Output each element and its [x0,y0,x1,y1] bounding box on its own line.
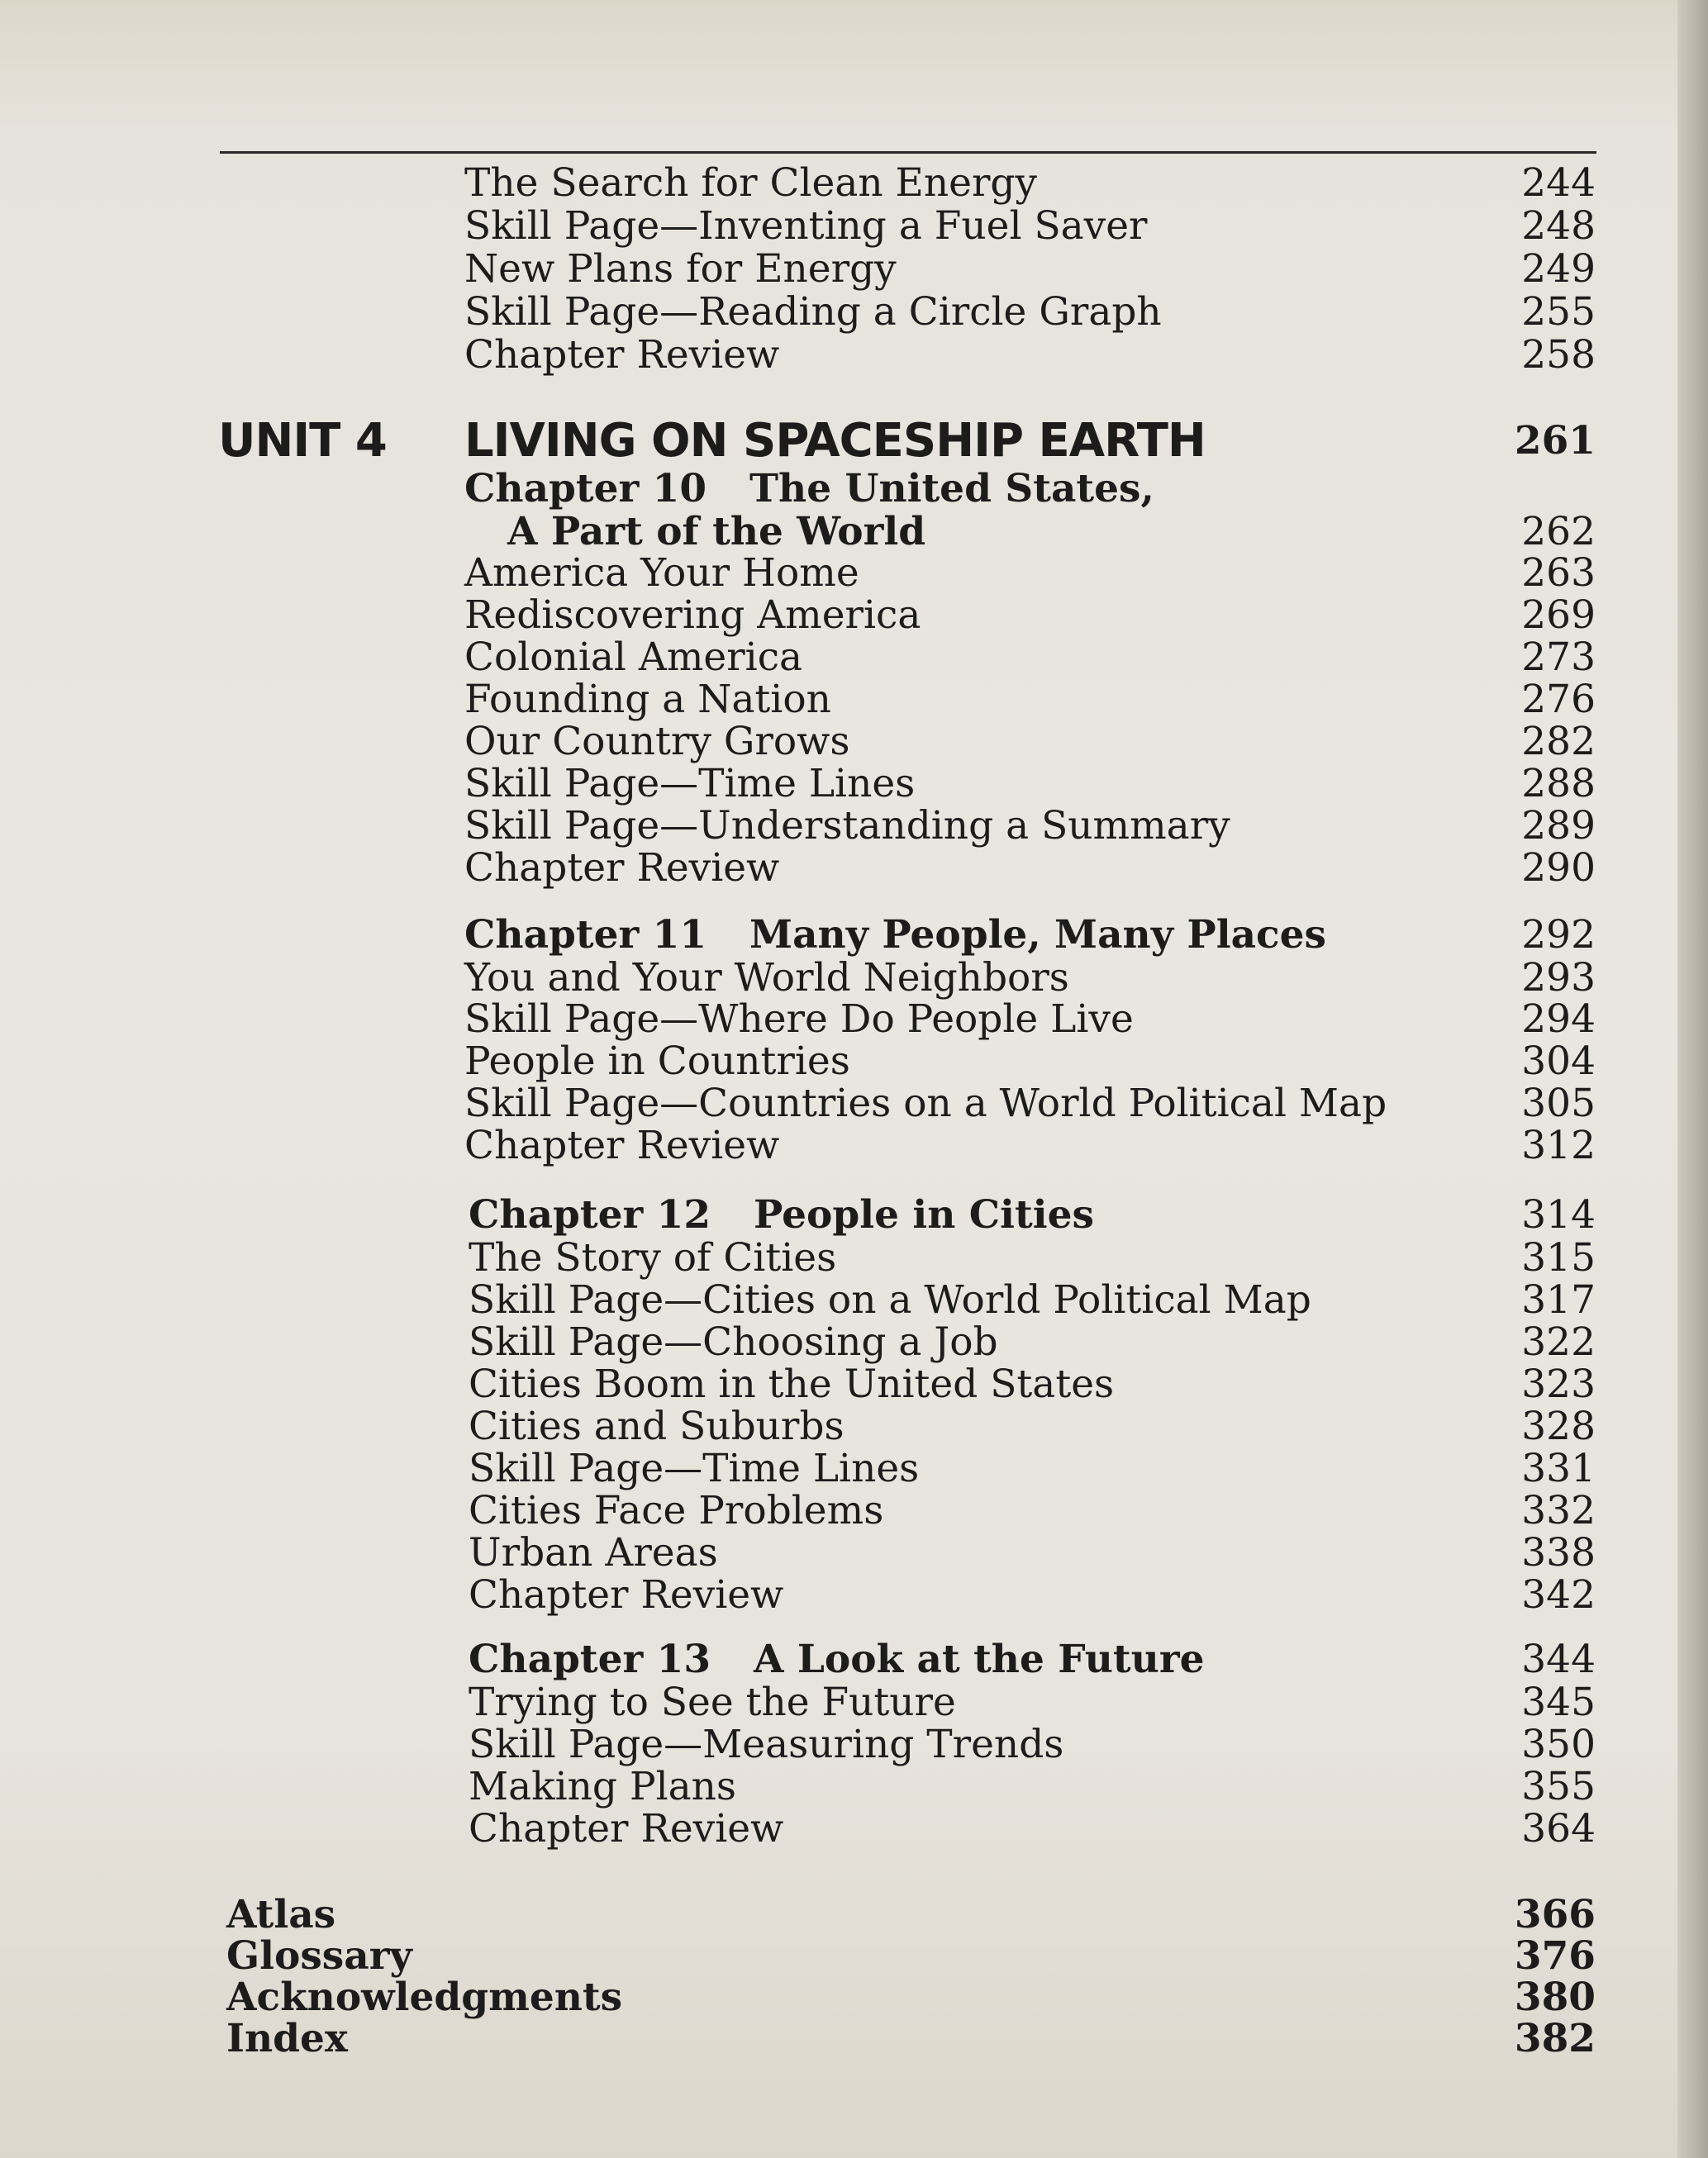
entry-page: 248 [1521,203,1596,249]
toc-entry [0,998,1677,1041]
toc-entry [0,1447,1677,1490]
toc-entry [0,1040,1677,1083]
entry-page: 382 [1514,2016,1596,2061]
toc-entry [0,291,1677,334]
entry-page: 304 [1521,1039,1596,1084]
entry-title: Cities and Suburbs [469,1404,844,1449]
entry-page: 317 [1521,1277,1596,1323]
chapter-page: 344 [1521,1637,1596,1682]
toc-entry [0,1237,1677,1280]
back-matter-entry [0,1935,1677,1978]
entry-page: 276 [1521,677,1596,722]
toc-entry [0,1808,1677,1851]
back-matter-entry [0,1894,1677,1937]
toc-entry [0,594,1677,637]
entry-page: 355 [1521,1764,1596,1809]
entry-page: 322 [1521,1319,1596,1365]
toc-entry [0,205,1677,248]
back-matter-entry [0,2018,1677,2061]
chapter-number: Chapter 11 [464,912,707,958]
entry-page: 376 [1514,1933,1596,1979]
entry-page: 244 [1521,160,1596,206]
toc-entry [0,1405,1677,1448]
toc-entry [0,636,1677,679]
toc-entry [0,552,1677,595]
toc-entry [0,1490,1677,1533]
toc-entry [0,763,1677,806]
chapter-title-line2: A Part of the World [507,509,926,554]
entry-title: Making Plans [469,1764,737,1809]
page-edge [1677,0,1708,2158]
toc-entry [0,1681,1677,1724]
entry-page: 290 [1521,845,1596,891]
entry-title: Trying to See the Future [469,1680,956,1725]
entry-title: Chapter Review [464,1123,780,1168]
chapter-heading [0,1638,1677,1681]
top-rule [220,151,1596,154]
toc-entry [0,248,1677,291]
chapter-heading [0,1194,1677,1237]
toc-entry [0,1124,1677,1167]
entry-title: The Search for Clean Energy [464,160,1038,206]
entry-page: 364 [1521,1806,1596,1851]
chapter-title: The United States, [749,466,1154,511]
entry-title: America Your Home [464,550,859,596]
entry-title: Skill Page—Inventing a Fuel Saver [464,203,1148,249]
chapter-title: Many People, Many Places [749,912,1327,958]
back-matter-entry [0,1976,1677,2019]
toc-entry [0,1723,1677,1766]
chapter-heading [0,914,1677,957]
entry-page: 331 [1521,1446,1596,1491]
entry-page: 263 [1521,550,1596,596]
entry-page: 269 [1521,592,1596,638]
toc-entry [0,957,1677,1000]
unit-heading [0,414,1677,468]
entry-page: 282 [1521,719,1596,764]
toc-entry [0,1082,1677,1125]
entry-title: Cities Boom in the United States [469,1362,1115,1407]
chapter-title: A Look at the Future [754,1637,1205,1682]
chapter-heading-continued [0,511,1677,554]
entry-page: 328 [1521,1404,1596,1449]
chapter-number: Chapter 12 [469,1192,711,1238]
toc-entry [0,1532,1677,1575]
entry-page: 255 [1521,289,1596,335]
entry-page: 312 [1521,1123,1596,1168]
entry-title: Glossary [226,1933,412,1979]
entry-title: Urban Areas [469,1530,718,1576]
entry-page: 350 [1521,1722,1596,1767]
entry-page: 323 [1521,1362,1596,1407]
entry-page: 315 [1521,1235,1596,1281]
entry-title: Chapter Review [464,845,780,891]
entry-title: Founding a Nation [464,677,831,722]
unit-title: LIVING ON SPACESHIP EARTH [464,414,1206,468]
entry-page: 258 [1521,332,1596,378]
chapter-number: Chapter 10 [464,466,707,511]
chapter-number: Chapter 13 [469,1637,711,1682]
toc-entry [0,1363,1677,1406]
entry-page: 288 [1521,761,1596,806]
entry-page: 249 [1521,246,1596,292]
entry-page: 338 [1521,1530,1596,1576]
entry-title: Skill Page—Reading a Circle Graph [464,289,1162,335]
entry-title: Skill Page—Countries on a World Political Map [464,1081,1387,1126]
entry-title: Chapter Review [464,332,780,378]
entry-title: Cities Face Problems [469,1488,884,1533]
entry-title: The Story of Cities [469,1235,837,1281]
toc-entry [0,805,1677,848]
entry-title: Skill Page—Cities on a World Political Map [469,1277,1311,1323]
entry-page: 293 [1521,955,1596,1001]
entry-title: Skill Page—Understanding a Summary [464,803,1230,848]
entry-title: Index [226,2016,348,2061]
entry-title: Chapter Review [469,1806,784,1851]
entry-page: 294 [1521,996,1596,1042]
entry-title: Our Country Grows [464,719,850,764]
entry-title: Acknowledgments [226,1975,623,2020]
entry-title: You and Your World Neighbors [464,955,1069,1001]
entry-title: Colonial America [464,635,803,680]
toc-entry [0,1766,1677,1809]
unit-label: UNIT 4 [218,414,387,468]
entry-title: Skill Page—Time Lines [464,761,916,806]
toc-entry [0,847,1677,890]
entry-title: Skill Page—Choosing a Job [469,1319,998,1365]
entry-page: 332 [1521,1488,1596,1533]
chapter-page: 292 [1521,912,1596,958]
entry-page: 305 [1521,1081,1596,1126]
entry-title: People in Countries [464,1039,850,1084]
entry-title: Skill Page—Where Do People Live [464,996,1134,1042]
entry-page: 380 [1514,1975,1596,2020]
entry-page: 289 [1521,803,1596,848]
toc-entry [0,334,1677,377]
entry-title: Rediscovering America [464,592,921,638]
entry-page: 345 [1521,1680,1596,1725]
chapter-page: 262 [1521,509,1596,554]
toc-entry [0,720,1677,763]
unit-page: 261 [1514,418,1596,463]
toc-entry [0,1574,1677,1617]
entry-title: Atlas [226,1892,336,1937]
chapter-heading [0,468,1677,511]
toc-entry [0,1279,1677,1322]
entry-title: Chapter Review [469,1572,784,1618]
chapter-title: People in Cities [754,1192,1094,1238]
toc-entry [0,678,1677,721]
entry-page: 366 [1514,1892,1596,1937]
toc-entry [0,1321,1677,1364]
entry-page: 342 [1521,1572,1596,1618]
toc-entry [0,162,1677,205]
entry-title: Skill Page—Measuring Trends [469,1722,1064,1767]
entry-title: Skill Page—Time Lines [469,1446,920,1491]
entry-title: New Plans for Energy [464,246,897,292]
entry-page: 273 [1521,635,1596,680]
chapter-page: 314 [1521,1192,1596,1238]
